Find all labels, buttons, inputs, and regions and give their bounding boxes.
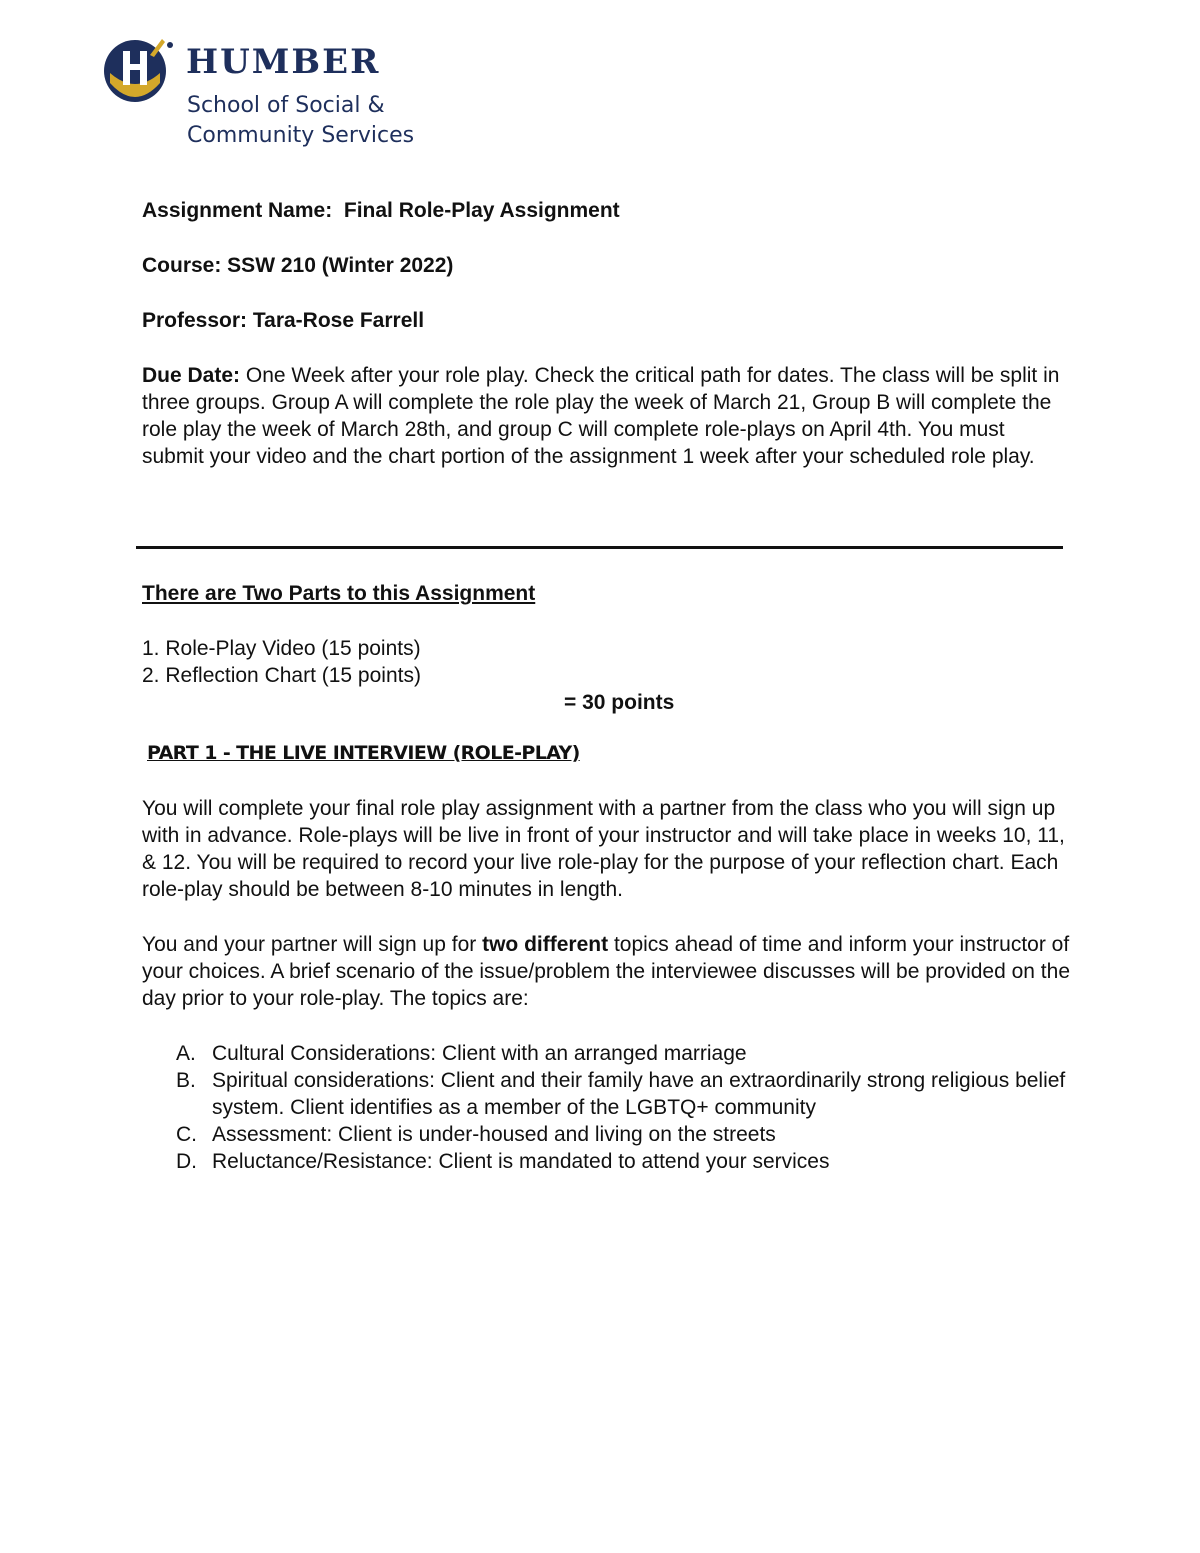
topic-letter: C. [176, 1123, 197, 1146]
course-line: Course: SSW 210 (Winter 2022) [142, 254, 454, 277]
part1-paragraph2 [142, 931, 1072, 1012]
humber-logo-mark-icon [104, 33, 176, 105]
part1-heading: PART 1 - THE LIVE INTERVIEW (ROLE-PLAY) [147, 742, 580, 764]
humber-logo [104, 33, 524, 163]
points-total: = 30 points [564, 691, 675, 714]
list-item [142, 1067, 1072, 1121]
assignment-name-line [142, 197, 1072, 224]
assignment-label: Assignment Name: [142, 199, 333, 222]
section-divider [136, 546, 1063, 549]
topic-letter: D. [176, 1150, 197, 1173]
parts-heading: There are Two Parts to this Assignment [142, 582, 536, 605]
paragraph2-bold: two different [482, 933, 609, 956]
topic-text: Spiritual considerations: Client and their family have an extraordinarily strong religious belief system. Client identifies as a member of the LGBTQ+ community [212, 1069, 1066, 1119]
paragraph2-before: You and your partner will sign up for [142, 933, 477, 956]
list-item [142, 1148, 1072, 1175]
list-item [142, 1121, 1072, 1148]
logo-subtitle-line1: School of Social & [187, 93, 385, 118]
logo-brand: HUMBER [186, 42, 381, 82]
topic-letter: B. [176, 1069, 196, 1092]
topic-text: Assessment: Client is under-housed and living on the streets [212, 1123, 776, 1146]
assignment-header [142, 197, 1072, 470]
due-date-label: Due Date: [142, 364, 241, 387]
professor-line: Professor: Tara-Rose Farrell [142, 309, 425, 332]
topic-text: Reluctance/Resistance: Client is mandated to attend your services [212, 1150, 830, 1173]
topic-text: Cultural Considerations: Client with an arranged marriage [212, 1042, 747, 1065]
logo-subtitle-line2: Community Services [187, 123, 415, 148]
topic-letter: A. [176, 1042, 196, 1065]
due-date-paragraph [142, 362, 1072, 470]
list-item [142, 1040, 1072, 1067]
paragraph2-after: topics ahead of time and inform your instructor of your choices. A brief scenario of the issue/problem the interviewee discusses will be provided on the day prior to your role-play. The topics are: [142, 933, 1070, 1010]
part-item-2: 2. Reflection Chart (15 points) [142, 664, 421, 687]
assignment-value: Final Role-Play Assignment [343, 199, 620, 222]
part1-paragraph1: You will complete your final role play assignment with a partner from the class who you will sign up with in advance. Role-plays will be live in front of your instructor and will take place in weeks 10, 11, & 12. You will be required to record your live role-play for the purpose of your reflection chart. Each role-play should be between 8-10 minutes in length. [142, 797, 1065, 901]
due-date-text: One Week after your role play. Check the critical path for dates. The class will be split in three groups. Group A will complete the role play the week of March 21, Group B will complete the role play the week of March 28th, and group C will complete role-plays on April 4th. You must submit your video and the chart portion of the assignment 1 week after your scheduled role play. [142, 364, 1060, 468]
part-item-1: 1. Role-Play Video (15 points) [142, 637, 421, 660]
assignment-body [142, 580, 1072, 1175]
topics-list [142, 1040, 1072, 1175]
